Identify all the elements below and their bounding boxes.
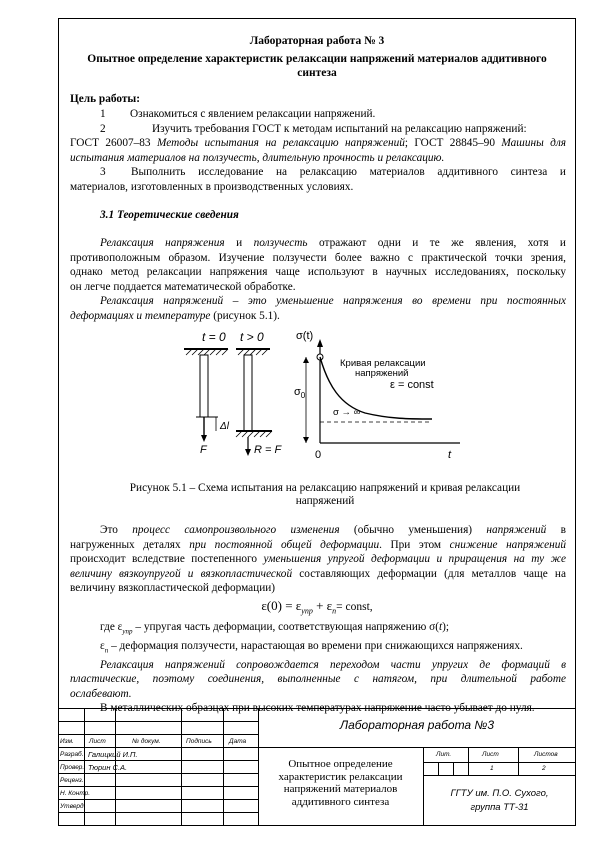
doc-title: Лабораторная работа №3 [339, 718, 495, 732]
label-sigma-t: σ(t) [296, 330, 314, 342]
label-t1: t > 0 [240, 330, 264, 344]
definitions: где $\varepsilon_{упр}$ – упругая часть деформации, соответствующая напряжению σ(t); $\varepsilon_п$ – деформация ползучести, нарастающая во времени при снижающихся напряжениях. Релаксация напряжений сопровождается переходом части упругих де формаций в пластические, поэтому соединения, выполненные с натягом, при длительной работе ослабевают. В металлических образцах при высоких температурах напряжение часто убывает до нуля. [70, 621, 566, 714]
header-date: Дата [229, 738, 247, 745]
page-subtitle: Опытное определение характеристик релаксации напряжений материалов аддитивного синтеза [87, 53, 547, 79]
title-block [58, 708, 576, 826]
relaxation-figure [170, 325, 470, 465]
label-dl: Δl [220, 421, 229, 432]
header-sign: Подпись [186, 738, 212, 745]
label-F: F [200, 444, 207, 456]
listov-value: 2 [542, 765, 546, 772]
label-sigma0: $\sigma_0$ [294, 386, 306, 400]
figure-caption: Рисунок 5.1 – Схема испытания на релаксацию напряжений и кривая релаксации напряжений [129, 482, 521, 507]
goal-heading: Цель работы: [70, 93, 140, 105]
force-arrow [201, 435, 207, 442]
label-RF: R = F [254, 444, 282, 456]
formula: $\varepsilon(0) = \varepsilon_{упр} + \varepsilon_п=$ const, [261, 598, 373, 616]
work-title: Опытное определение характеристик релаксации напряжений материалов аддитивного синтеза [278, 758, 403, 808]
listov-label: Листов [534, 751, 558, 758]
list-label: Лист [482, 751, 499, 758]
role-utverd: Утверд. [60, 803, 86, 810]
paragraph-1: Релаксация напряжения и ползучесть отражают одни и те же явления, хотя и противоположным образом. Изучение ползучести более важно с практической точки зрения, однако метод релаксации напряжения чаще используют в научных исследованиях, поскольку он легче поддается математической обработке. Релаксация напряжений – это уменьшение напряжения во времени при постоянных деформациях и температуре (рисунок 5.1). [70, 237, 566, 322]
name-checker: Тюрин С.А. [88, 763, 128, 772]
role-nkontr: Н. Контр. [60, 790, 91, 797]
curve-label-2: напряжений [355, 368, 409, 379]
header-izm: Изм. [60, 738, 74, 745]
role-recenz: Реценз. [60, 777, 84, 784]
origin-label: 0 [315, 449, 322, 461]
paragraph-3: Это процесс самопроизвольного изменения (обычно уменьшения) напряжений в нагруженных деталях при постоянной общей деформации. При этом снижение напряжений происходит вследствие постепенного уменьшения упругой деформации и приращения на ту же величину вязкоупругой и вязкопластической составляющих деформации (для металлов чаще на величину вязкопластической деформации) [70, 524, 567, 594]
t-axis-label: t [448, 449, 452, 461]
role-prover: Провер. [60, 764, 85, 771]
section-heading: 3.1 Теоретические сведения [100, 209, 239, 221]
eps-const: ε = const [390, 379, 434, 391]
list-value: 1 [490, 765, 494, 772]
header-doc: № докум. [132, 738, 161, 745]
sigma-inf: σ → ∞ [333, 407, 361, 418]
role-razrab: Разраб. [60, 751, 84, 758]
goals-list: 1 Ознакомиться с явлением релаксации напряжений. 2 Изучить требования ГОСТ к методам испытаний на релаксацию напряжений: ГОСТ 26007–83 Методы испытания на релаксацию напряжений; ГОСТ 28845–90 Машины для испытания материалов на ползучесть, длительную прочность и релаксацию. 3 Выполнить исследование на релаксацию материалов аддитивного синтеза и материалов, изготовленных в производственных условиях. [70, 108, 567, 193]
page-title: Лабораторная работа № 3 [249, 35, 385, 47]
organization: ГГТУ им. П.О. Сухого, группа ТТ-31 [450, 788, 549, 813]
curve-label-1: Кривая релаксации [340, 358, 426, 369]
header-list: Лист [89, 738, 106, 745]
name-developer: Галицкий И.П. [88, 750, 138, 759]
label-t0: t = 0 [202, 330, 226, 344]
lit-label: Лит. [436, 751, 452, 758]
reaction-arrow [245, 449, 251, 456]
